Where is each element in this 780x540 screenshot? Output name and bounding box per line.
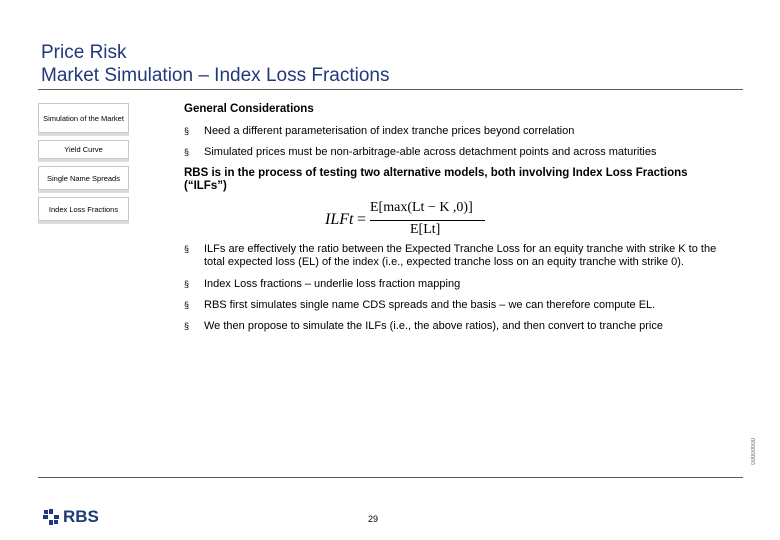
bullet-icon: §	[184, 126, 190, 136]
list-item: § We then propose to simulate the ILFs (i.e., the above ratios), and then convert to tranche price	[184, 320, 663, 332]
page-title	[41, 41, 390, 87]
fraction-bar	[370, 220, 485, 221]
footer-divider	[38, 477, 743, 478]
section-nav	[38, 103, 129, 228]
list-item: § Index Loss fractions – underlie loss fraction mapping	[184, 278, 461, 290]
nav-item-index-loss-fractions[interactable]: Index Loss Fractions	[38, 197, 129, 221]
formula-lhs: ILFt	[325, 211, 354, 228]
nav-item-single-name-spreads[interactable]: Single Name Spreads	[38, 166, 129, 190]
ilf-bullets	[184, 243, 724, 333]
list-item: § Need a different parameterisation of index tranche prices beyond correlation	[184, 125, 575, 137]
bullet-icon: §	[184, 147, 190, 157]
general-bullets	[184, 125, 724, 159]
rbs-logo	[41, 507, 99, 527]
list-item: § Simulated prices must be non-arbitrage-able across detachment points and across maturities	[184, 146, 657, 158]
formula-numerator: E[max(Lt − K ,0)]	[370, 200, 473, 215]
main-content	[184, 103, 724, 193]
page-number: 29	[368, 514, 379, 524]
bullet-icon: §	[184, 279, 190, 289]
title-divider	[38, 89, 743, 90]
title-line-2: Market Simulation – Index Loss Fractions	[41, 65, 390, 86]
ilf-details	[184, 243, 724, 333]
bullet-icon: §	[184, 300, 190, 310]
bullet-icon: §	[184, 321, 190, 331]
document-id: 00000000	[751, 438, 757, 465]
rbs-models-heading: RBS is in the process of testing two alternative models, both involving Index Loss Fractions (“ILFs”)	[184, 167, 688, 192]
formula-denominator: E[Lt]	[410, 222, 441, 237]
ilf-formula	[325, 200, 495, 244]
nav-item-simulation-of-market[interactable]: Simulation of the Market	[38, 103, 129, 133]
list-item: § RBS first simulates single name CDS spreads and the basis – we can therefore compute EL.	[184, 299, 656, 311]
formula-equals: =	[357, 211, 367, 228]
logo-text: RBS	[63, 507, 99, 526]
title-line-1: Price Risk	[41, 42, 127, 63]
list-item: § ILFs are effectively the ratio between the Expected Tranche Loss for an equity tranche with strike K to the total expected loss (EL) of the index (i.e., expected tranche loss on an equity tranche with strike 0).	[184, 243, 717, 268]
bullet-icon: §	[184, 244, 190, 254]
nav-item-yield-curve[interactable]: Yield Curve	[38, 140, 129, 159]
general-considerations-heading: General Considerations	[184, 103, 314, 115]
rbs-daisy-icon	[41, 509, 61, 525]
